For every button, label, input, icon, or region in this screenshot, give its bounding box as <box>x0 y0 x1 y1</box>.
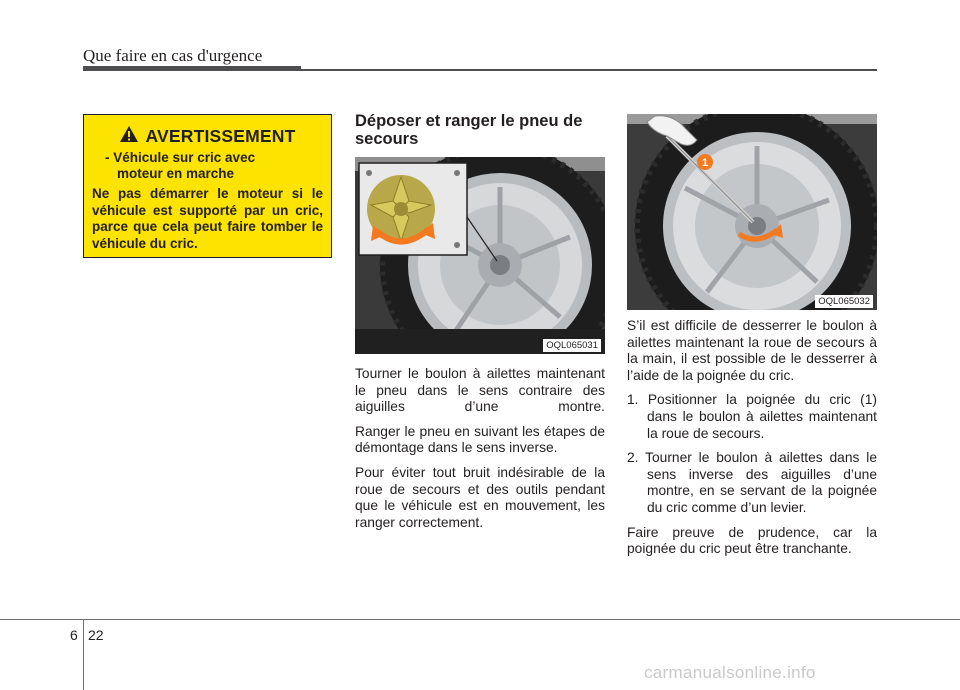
spare-tire-photo <box>355 157 605 354</box>
footer-divider <box>83 619 84 690</box>
footer-rule <box>0 619 960 620</box>
paragraph-2: Ranger le pneu en suivant les étapes de démontage dans le sens inverse. <box>355 423 605 456</box>
column-2-text <box>355 366 605 539</box>
image-code-label: OQL065032 <box>815 295 873 308</box>
list-item-step-1: 1. Positionner la poignée du cric (1) dans le boulon à ailettes maintenant la roue de secours. <box>627 392 877 441</box>
list-item-step-2: 2. Tourner le boulon à ailettes dans le sens inverse des aiguilles d’une montre, en se servant de la poignée du cric comme d’un levier. <box>627 450 877 515</box>
warning-heading <box>92 125 323 148</box>
paragraph-1: Tourner le boulon à ailettes maintenant le pneu dans le sens contraire des aiguilles d’une montre. <box>355 366 605 415</box>
paragraph-outro: Faire preuve de prudence, car la poignée du cric peut être tranchante. <box>627 524 877 557</box>
page-header-title: Que faire en cas d'urgence <box>83 46 263 65</box>
chapter-number: 6 <box>70 627 78 643</box>
warning-triangle-icon <box>119 125 139 148</box>
warning-title: AVERTISSEMENT <box>145 126 296 146</box>
image-code-label: OQL065031 <box>543 339 601 352</box>
section-heading: Déposer et ranger le pneu de secours <box>355 112 583 148</box>
jack-handle-photo <box>627 114 877 310</box>
header-rule-thick <box>83 66 301 71</box>
warning-subtitle-line2: moteur en marche <box>117 166 235 181</box>
warning-box <box>83 114 332 258</box>
callout-number: 1 <box>701 157 709 169</box>
column-3-text <box>627 318 877 566</box>
paragraph-3: Pour éviter tout bruit indésirable de la roue de secours et des outils pendant que le véhicule est en mouvement, les ranger correctement. <box>355 464 605 530</box>
warning-subtitle <box>92 150 323 182</box>
page-number: 22 <box>88 627 104 643</box>
header-rule-thin <box>301 69 877 71</box>
paragraph-intro: S’il est difficile de desserrer le boulon à ailettes maintenant la roue de secours à la main, il est possible de le desserrer à l’aide de la poignée du cric. <box>627 318 877 383</box>
warning-subtitle-line1: - Véhicule sur cric avec <box>105 150 256 165</box>
watermark-text: carmanualsonline.info <box>644 663 816 682</box>
warning-body: Ne pas démarrer le moteur si le véhicule est supporté par un cric, parce que cela peut faire tomber le véhicule du cric. <box>92 186 323 251</box>
